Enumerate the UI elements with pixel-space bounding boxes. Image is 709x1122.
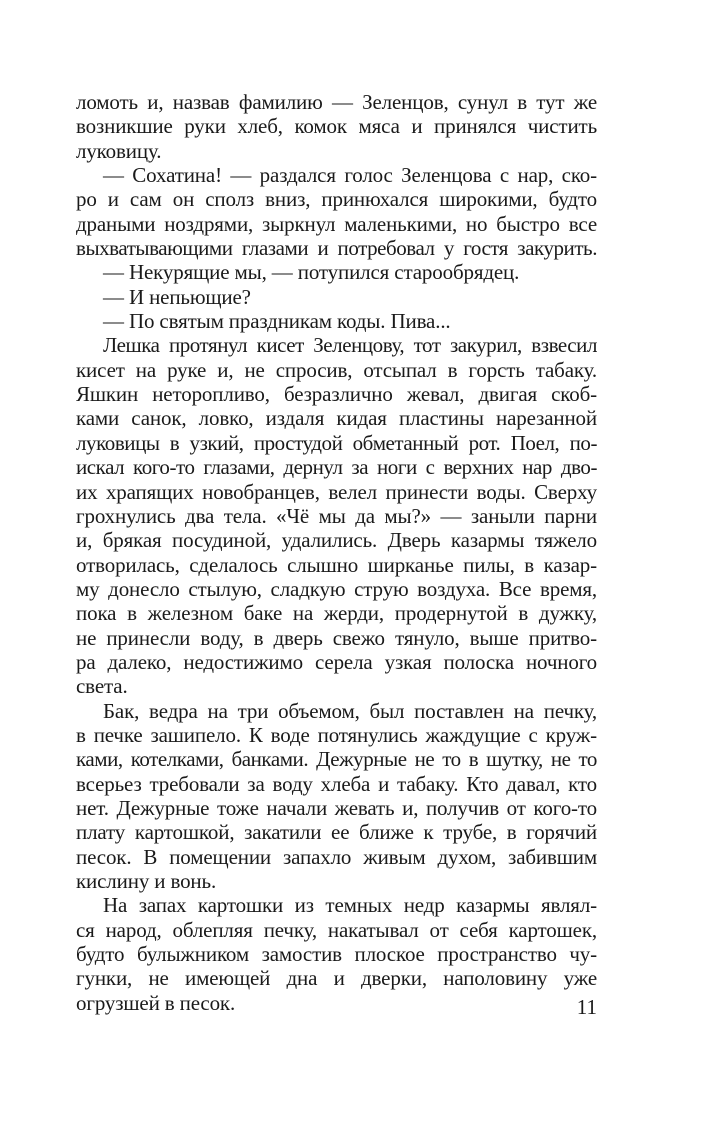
text-line: гунки, не имеющей дна и дверки, наполовину уже — [76, 966, 597, 991]
text-line: — И непьющие? — [103, 284, 251, 309]
text-line: ра далеко, недостижимо серела узкая полоска ночного — [76, 649, 597, 674]
text-line: и, брякая посудиной, удалились. Дверь казармы тяжело — [76, 528, 597, 553]
text-line: пока в железном баке на жерди, продернутой в дужку, — [76, 601, 597, 626]
text-line: ками санок, ловко, издаля кидая пластины нарезанной — [76, 406, 597, 431]
text-line: ками, котелками, банками. Дежурные не то в шутку, не то — [76, 747, 597, 772]
text-line: — Некурящие мы, — потупился старообрядец. — [103, 260, 520, 285]
text-line: На запах картошки из темных недр казармы являл- — [103, 893, 597, 918]
text-line: му донесло стылую, сладкую струю воздуха. Все время, — [76, 576, 597, 601]
text-line: драными ноздрями, зыркнул маленькими, но быстро все — [76, 211, 597, 236]
text-line: искал кого-то глазами, дернул за ноги с верхних нар дво- — [76, 455, 597, 480]
text-line: в печке зашипело. К воде потянулись жаждущие с круж- — [76, 722, 597, 747]
text-line: возникшие руки хлеб, комок мяса и принялся чистить — [76, 114, 597, 139]
text-line: ломоть и, назвав фамилию — Зеленцов, сунул в тут же — [76, 90, 597, 114]
text-line: выхватывающими глазами и потребовал у гостя закурить. — [76, 236, 597, 261]
text-line: нет. Дежурные тоже начали жевать и, получив от кого-то — [76, 795, 597, 820]
body-text — [76, 90, 597, 1015]
page-number: 11 — [576, 995, 597, 1019]
text-line: будто булыжником замостив плоское пространство чу- — [76, 942, 597, 967]
text-line: кислину и вонь. — [76, 869, 217, 893]
text-line: всерьез требовали за воду хлеба и табаку. Кто давал, кто — [76, 771, 597, 796]
text-line: луковицы в узкий, простудой обметанный рот. Поел, по- — [76, 430, 597, 455]
text-line: луковицу. — [76, 138, 162, 163]
text-line: света. — [76, 674, 128, 699]
text-line: не принесли воду, в дверь свежо тянуло, выше притво- — [76, 625, 597, 650]
text-line: Лешка протянул кисет Зеленцову, тот закурил, взвесил — [103, 333, 597, 358]
text-line: грохнулись два тела. «Чё мы да мы?» — заныли парни — [76, 503, 597, 528]
text-line: песок. В помещении запахло живым духом, забившим — [76, 844, 597, 869]
text-line: огрузшей в песок. — [76, 990, 236, 1015]
text-line: Яшкин неторопливо, безразлично жевал, двигая скоб- — [76, 382, 597, 407]
text-line: их храпящих новобранцев, велел принести воды. Сверху — [76, 479, 597, 504]
text-line: — По святым праздникам коды. Пива... — [103, 309, 451, 334]
text-line: — Сохатина! — раздался голос Зеленцова с нар, ско- — [103, 163, 597, 188]
text-line: плату картошкой, закатили ее ближе к трубе, в горячий — [76, 820, 597, 845]
text-line: ся народ, облепляя печку, накатывал от себя картошек, — [76, 917, 597, 942]
text-line: Бак, ведра на три объемом, был поставлен на печку, — [103, 698, 597, 723]
text-line: ро и сам он сполз вниз, принюхался широкими, будто — [76, 187, 597, 212]
text-line: кисет на руке и, не спросив, отсыпал в горсть табаку. — [76, 357, 597, 382]
text-line: отворилась, сделалось слышно ширканье пилы, в казар- — [76, 552, 597, 577]
